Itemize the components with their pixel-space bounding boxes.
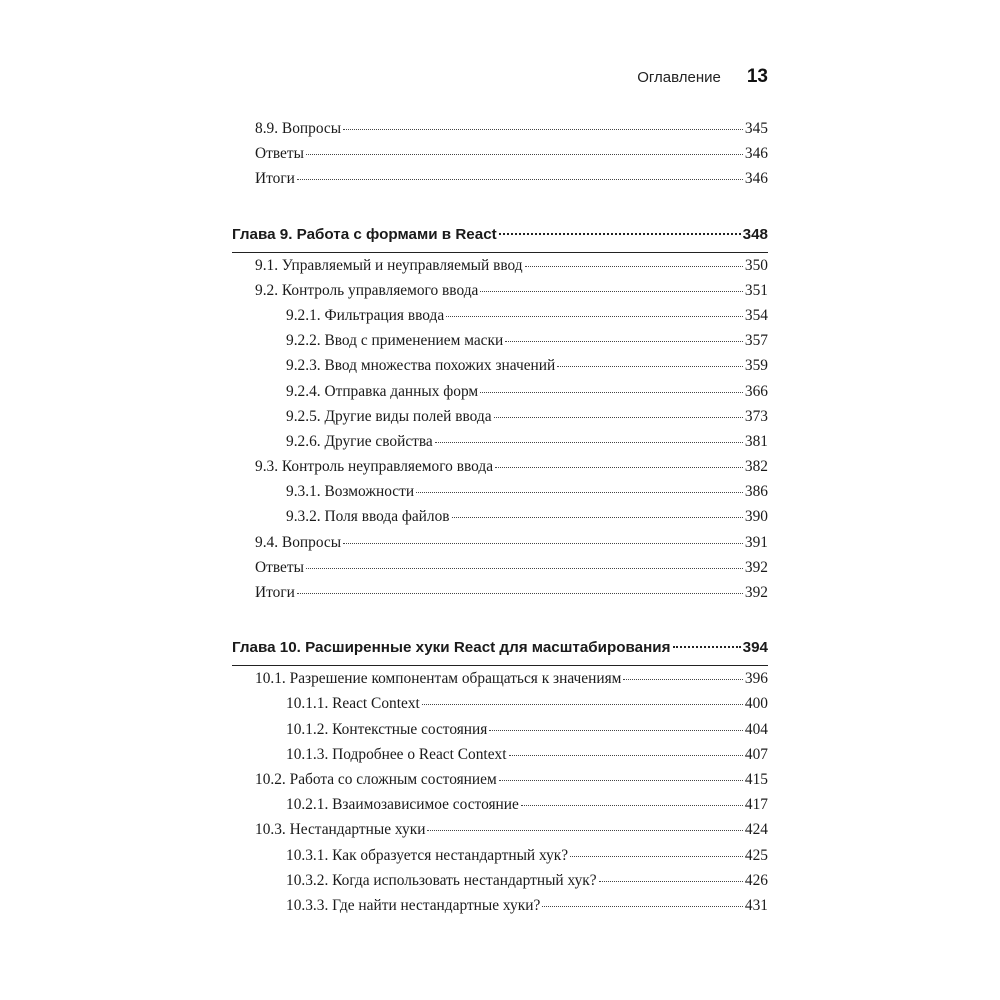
toc-entry-page: 425 [744, 846, 768, 864]
toc-entry [232, 145, 768, 170]
toc-entry-title: 9.4. Вопросы [255, 533, 342, 551]
toc-entry [232, 821, 768, 846]
running-head [637, 66, 768, 88]
chapter-spacer [232, 609, 768, 629]
dot-leader [557, 366, 743, 367]
toc-entry [232, 847, 768, 872]
toc-entry-title: 9.3.2. Поля ввода файлов [286, 508, 450, 526]
toc-entry [232, 534, 768, 559]
toc-entry [232, 433, 768, 458]
toc-entry-page: 346 [744, 145, 768, 163]
toc-entry-page: 348 [742, 225, 768, 243]
dot-leader [297, 179, 743, 180]
toc-entry-title: 10.3.3. Где найти нестандартные хуки? [286, 896, 541, 914]
table-of-contents [232, 120, 768, 922]
toc-entry-title: 9.2. Контроль управляемого ввода [255, 281, 479, 299]
toc-entry [232, 584, 768, 609]
dot-leader [673, 646, 741, 648]
toc-entry [232, 257, 768, 282]
dot-leader [499, 233, 741, 235]
toc-entry-title: 9.2.6. Другие свойства [286, 432, 433, 450]
toc-chapter-entry [232, 639, 768, 666]
toc-entry-page: 407 [744, 745, 768, 763]
dot-leader [495, 467, 743, 468]
running-head-title: Оглавление [637, 69, 721, 86]
toc-entry [232, 746, 768, 771]
toc-entry [232, 695, 768, 720]
toc-entry-title: Итоги [255, 584, 295, 601]
toc-entry-page: 357 [744, 332, 768, 350]
toc-entry-page: 394 [742, 639, 768, 657]
toc-entry-title: 8.9. Вопросы [255, 120, 342, 137]
dot-leader [489, 730, 743, 731]
toc-entry-title: 10.2.1. Взаимозависимое состояние [286, 796, 519, 814]
toc-entry-title: 10.2. Работа со сложным состоянием [255, 770, 497, 788]
toc-entry [232, 771, 768, 796]
dot-leader [343, 129, 743, 130]
toc-entry-title: 9.3. Контроль неуправляемого ввода [255, 458, 494, 476]
toc-entry-title: 10.1.2. Контекстные состояния [286, 720, 488, 738]
toc-entry-page: 391 [744, 533, 768, 551]
toc-entry-title: 10.3. Нестандартные хуки [255, 821, 426, 839]
dot-leader [599, 881, 743, 882]
toc-entry-page: 404 [744, 720, 768, 738]
toc-entry-title: 10.1.1. React Context [286, 695, 420, 713]
toc-entry [232, 483, 768, 508]
toc-entry [232, 721, 768, 746]
toc-chapter-entry [232, 226, 768, 253]
toc-entry-title: Итоги [255, 170, 295, 188]
dot-leader [306, 568, 743, 569]
page-number: 13 [746, 66, 768, 87]
toc-entry-page: 366 [744, 382, 768, 400]
toc-entry [232, 872, 768, 897]
chapter-spacer [232, 196, 768, 216]
dot-leader [416, 492, 743, 493]
toc-entry-page: 392 [744, 558, 768, 576]
toc-entry [232, 170, 768, 195]
dot-leader [427, 830, 742, 831]
toc-entry-title: 9.2.5. Другие виды полей ввода [286, 407, 492, 425]
toc-entry-title: 9.2.4. Отправка данных форм [286, 382, 479, 400]
toc-entry [232, 796, 768, 821]
toc-entry-page: 350 [744, 256, 768, 274]
toc-entry-page: 400 [744, 695, 768, 713]
dot-leader [306, 154, 743, 155]
dot-leader [525, 266, 743, 267]
toc-entry-page: 345 [744, 120, 768, 137]
dot-leader [570, 856, 743, 857]
toc-entry-page: 426 [744, 871, 768, 889]
toc-entry-title: 9.3.1. Возможности [286, 483, 415, 501]
dot-leader [499, 780, 743, 781]
toc-entry-page: 351 [744, 281, 768, 299]
dot-leader [505, 341, 743, 342]
toc-entry-title: Ответы [255, 145, 304, 163]
toc-entry-page: 392 [744, 584, 768, 601]
dot-leader [297, 593, 743, 594]
dot-leader [623, 679, 742, 680]
toc-entry [232, 408, 768, 433]
dot-leader [521, 805, 743, 806]
dot-leader [542, 906, 743, 907]
toc-entry [232, 282, 768, 307]
toc-entry-title: 10.1.3. Подробнее о React Context [286, 745, 507, 763]
toc-entry-page: 382 [744, 458, 768, 476]
toc-entry-page: 354 [744, 306, 768, 324]
toc-entry-page: 381 [744, 432, 768, 450]
toc-entry-title: Глава 10. Расширенные хуки React для масштабирования [232, 639, 671, 657]
toc-entry-page: 431 [744, 896, 768, 914]
toc-entry-title: Ответы [255, 558, 304, 576]
toc-entry-title: 10.3.1. Как образуется нестандартный хук? [286, 846, 569, 864]
dot-leader [509, 755, 743, 756]
dot-leader [452, 517, 743, 518]
toc-entry-title: 9.2.3. Ввод множества похожих значений [286, 357, 556, 375]
toc-entry-title: 10.3.2. Когда использовать нестандартный хук? [286, 871, 597, 889]
dot-leader [480, 291, 743, 292]
dot-leader [422, 704, 743, 705]
toc-entry-title: 10.1. Разрешение компонентам обращаться к значениям [255, 670, 622, 688]
toc-entry-title: 9.2.2. Ввод с применением маски [286, 332, 504, 350]
toc-entry [232, 670, 768, 695]
toc-entry [232, 332, 768, 357]
toc-entry-page: 415 [744, 770, 768, 788]
toc-entry [232, 357, 768, 382]
toc-entry [232, 508, 768, 533]
toc-entry-page: 346 [744, 170, 768, 188]
toc-entry [232, 307, 768, 332]
toc-entry-title: Глава 9. Работа с формами в React [232, 225, 497, 243]
toc-entry-page: 359 [744, 357, 768, 375]
toc-entry-title: 9.2.1. Фильтрация ввода [286, 306, 445, 324]
toc-entry [232, 897, 768, 922]
toc-entry [232, 120, 768, 145]
toc-entry-page: 386 [744, 483, 768, 501]
dot-leader [435, 442, 743, 443]
toc-entry-page: 417 [744, 796, 768, 814]
toc-entry-page: 390 [744, 508, 768, 526]
toc-entry [232, 458, 768, 483]
toc-entry [232, 559, 768, 584]
dot-leader [480, 392, 743, 393]
toc-entry-page: 424 [744, 821, 768, 839]
dot-leader [446, 316, 743, 317]
toc-entry-page: 396 [744, 670, 768, 688]
toc-entry [232, 383, 768, 408]
dot-leader [343, 543, 743, 544]
dot-leader [494, 417, 743, 418]
toc-entry-title: 9.1. Управляемый и неуправляемый ввод [255, 256, 523, 274]
toc-entry-page: 373 [744, 407, 768, 425]
